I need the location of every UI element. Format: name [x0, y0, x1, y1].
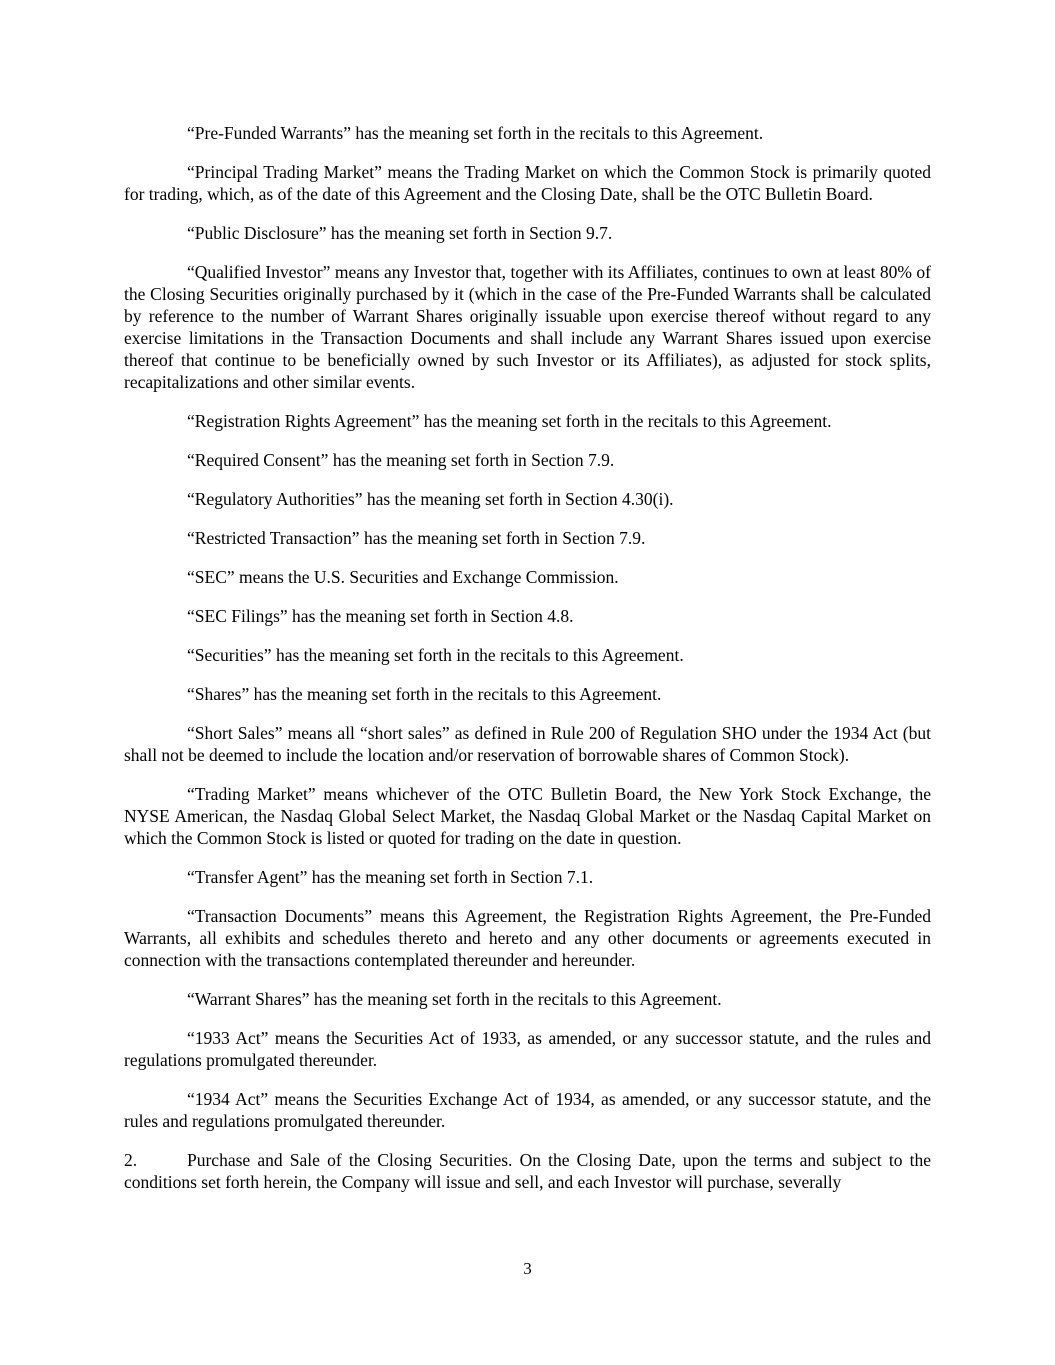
- definition-text: means all “short sales” as defined in Rule 200 of Regulation SHO under the 1934 Act (but shall not be deemed to include the location and/or reservation of borrowable shares of Common Stock).: [124, 723, 931, 765]
- defined-term: Required Consent: [194, 450, 321, 470]
- definition-text: means the Trading Market on which the Common Stock is primarily quoted for trading, which, as of the date of this Agreement and the Closing Date, shall be the OTC Bulletin Board.: [124, 162, 931, 204]
- defined-term: Regulatory Authorities: [194, 489, 355, 509]
- definition-transaction-documents: “Transaction Documents” means this Agreement, the Registration Rights Agreement, the Pre-Funded Warrants, all exhibits and schedules thereto and hereto and any other documents or agreements executed in connection with the transactions contemplated thereunder and hereunder.: [124, 906, 931, 970]
- defined-term: Securities: [194, 645, 264, 665]
- definition-text: means this Agreement, the Registration Rights Agreement, the Pre-Funded Warrants, all exhibits and schedules thereto and hereto and any other documents or agreements executed in connection with the transactions contemplated thereunder and hereunder.: [124, 906, 931, 970]
- definition-text: has the meaning set forth in the recitals to this Agreement.: [351, 123, 764, 143]
- definition-warrant-shares: “Warrant Shares” has the meaning set forth in the recitals to this Agreement.: [187, 989, 722, 1009]
- defined-term: Qualified Investor: [194, 262, 323, 282]
- definition-qualified-investor: “Qualified Investor” means any Investor that, together with its Affiliates, continues to own at least 80% of the Closing Securities originally purchased by it (which in the case of the Pre-Funded Warrants shall be calculated by reference to the number of Warrant Shares originally issuable upon exercise thereof without regard to any exercise limitations in the Transaction Documents and shall include any Warrant Shares issued upon exercise thereof that continue to be beneficially owned by such Investor or its Affiliates), as adjusted for stock splits, recapitalizations and other similar events.: [124, 262, 931, 392]
- definition-1933-act: “1933 Act” means the Securities Act of 1933, as amended, or any successor statute, and the rules and regulations promulgated thereunder.: [124, 1028, 931, 1070]
- defined-term: SEC: [194, 567, 227, 587]
- defined-term: Pre-Funded Warrants: [194, 123, 344, 143]
- defined-term: SEC Filings: [194, 606, 280, 626]
- document-body: [124, 122, 931, 1210]
- definition-1934-act: “1934 Act” means the Securities Exchange Act of 1934, as amended, or any successor statute, and the rules and regulations promulgated thereunder.: [124, 1089, 931, 1131]
- definition-text: has the meaning set forth in the recitals to this Agreement.: [271, 645, 684, 665]
- definition-trading-market: “Trading Market” means whichever of the OTC Bulletin Board, the New York Stock Exchange, the NYSE American, the Nasdaq Global Select Market, the Nasdaq Global Market or the Nasdaq Capital Market on which the Common Stock is listed or quoted for trading on the date in question.: [124, 784, 931, 848]
- definition-text: has the meaning set forth in Section 4.30(i).: [362, 489, 674, 509]
- definition-text: has the meaning set forth in Section 9.7.: [326, 223, 613, 243]
- definition-text: has the meaning set forth in the recitals to this Agreement.: [249, 684, 662, 704]
- definition-text: has the meaning set forth in Section 7.1.: [307, 867, 594, 887]
- definition-required-consent: “Required Consent” has the meaning set forth in Section 7.9.: [187, 450, 615, 470]
- definition-text: has the meaning set forth in Section 4.8.: [287, 606, 574, 626]
- definition-text: has the meaning set forth in Section 7.9.: [359, 528, 646, 548]
- defined-term: Warrant Shares: [194, 989, 302, 1009]
- definition-text: means the Securities Exchange Act of 1934, as amended, or any successor statute, and the rules and regulations promulgated thereunder.: [124, 1089, 931, 1131]
- definition-shares: “Shares” has the meaning set forth in the recitals to this Agreement.: [187, 684, 662, 704]
- defined-term: Short Sales: [194, 723, 275, 743]
- definition-principal-trading-market: “Principal Trading Market” means the Trading Market on which the Common Stock is primarily quoted for trading, which, as of the date of this Agreement and the Closing Date, shall be the OTC Bulletin Board.: [124, 162, 931, 204]
- definition-pre-funded-warrants: “Pre-Funded Warrants” has the meaning set forth in the recitals to this Agreement.: [187, 123, 764, 143]
- definition-text: has the meaning set forth in the recitals to this Agreement.: [309, 989, 722, 1009]
- defined-term: 1934 Act: [194, 1089, 261, 1109]
- defined-term: Principal Trading Market: [194, 162, 375, 182]
- definition-text: has the meaning set forth in the recitals to this Agreement.: [419, 411, 832, 431]
- section-text: Purchase and Sale of the Closing Securities. On the Closing Date, upon the terms and subject to the conditions set forth herein, the Company will issue and sell, and each Investor will purchase, severally: [124, 1150, 931, 1192]
- defined-term: Transfer Agent: [194, 867, 300, 887]
- definition-text: means the U.S. Securities and Exchange Commission.: [234, 567, 619, 587]
- definition-short-sales: “Short Sales” means all “short sales” as defined in Rule 200 of Regulation SHO under the 1934 Act (but shall not be deemed to include the location and/or reservation of borrowable shares of Common Stock).: [124, 723, 931, 765]
- definition-registration-rights-agreement: “Registration Rights Agreement” has the meaning set forth in the recitals to this Agreement.: [187, 411, 832, 431]
- definition-securities: “Securities” has the meaning set forth in the recitals to this Agreement.: [187, 645, 684, 665]
- defined-term: 1933 Act: [194, 1028, 261, 1048]
- page-number: 3: [523, 1259, 532, 1278]
- definition-sec: “SEC” means the U.S. Securities and Exchange Commission.: [187, 567, 619, 587]
- definition-restricted-transaction: “Restricted Transaction” has the meaning set forth in Section 7.9.: [187, 528, 646, 548]
- definition-text: means the Securities Act of 1933, as amended, or any successor statute, and the rules and regulations promulgated thereunder.: [124, 1028, 931, 1070]
- defined-term: Shares: [194, 684, 242, 704]
- section-2-paragraph: [124, 1149, 931, 1193]
- defined-term: Trading Market: [194, 784, 308, 804]
- defined-term: Transaction Documents: [194, 906, 365, 926]
- section-number: 2.: [124, 1150, 138, 1170]
- definition-text: has the meaning set forth in Section 7.9.: [328, 450, 615, 470]
- defined-term: Registration Rights Agreement: [194, 411, 412, 431]
- defined-term: Public Disclosure: [194, 223, 319, 243]
- definition-regulatory-authorities: “Regulatory Authorities” has the meaning set forth in Section 4.30(i).: [187, 489, 674, 509]
- definition-text: means any Investor that, together with its Affiliates, continues to own at least 80% of the Closing Securities originally purchased by it (which in the case of the Pre-Funded Warrants shall be calculated by reference to the number of Warrant Shares originally issuable upon exercise thereof without regard to any exercise limitations in the Transaction Documents and shall include any Warrant Shares issued upon exercise thereof that continue to be beneficially owned by such Investor or its Affiliates), as adjusted for stock splits, recapitalizations and other similar events.: [124, 262, 931, 392]
- definition-transfer-agent: “Transfer Agent” has the meaning set forth in Section 7.1.: [187, 867, 594, 887]
- definition-sec-filings: “SEC Filings” has the meaning set forth in Section 4.8.: [187, 606, 574, 626]
- definition-text: means whichever of the OTC Bulletin Board, the New York Stock Exchange, the NYSE American, the Nasdaq Global Select Market, the Nasdaq Global Market or the Nasdaq Capital Market on which the Common Stock is listed or quoted for trading on the date in question.: [124, 784, 931, 848]
- defined-term: Restricted Transaction: [194, 528, 352, 548]
- definition-public-disclosure: “Public Disclosure” has the meaning set forth in Section 9.7.: [187, 223, 613, 243]
